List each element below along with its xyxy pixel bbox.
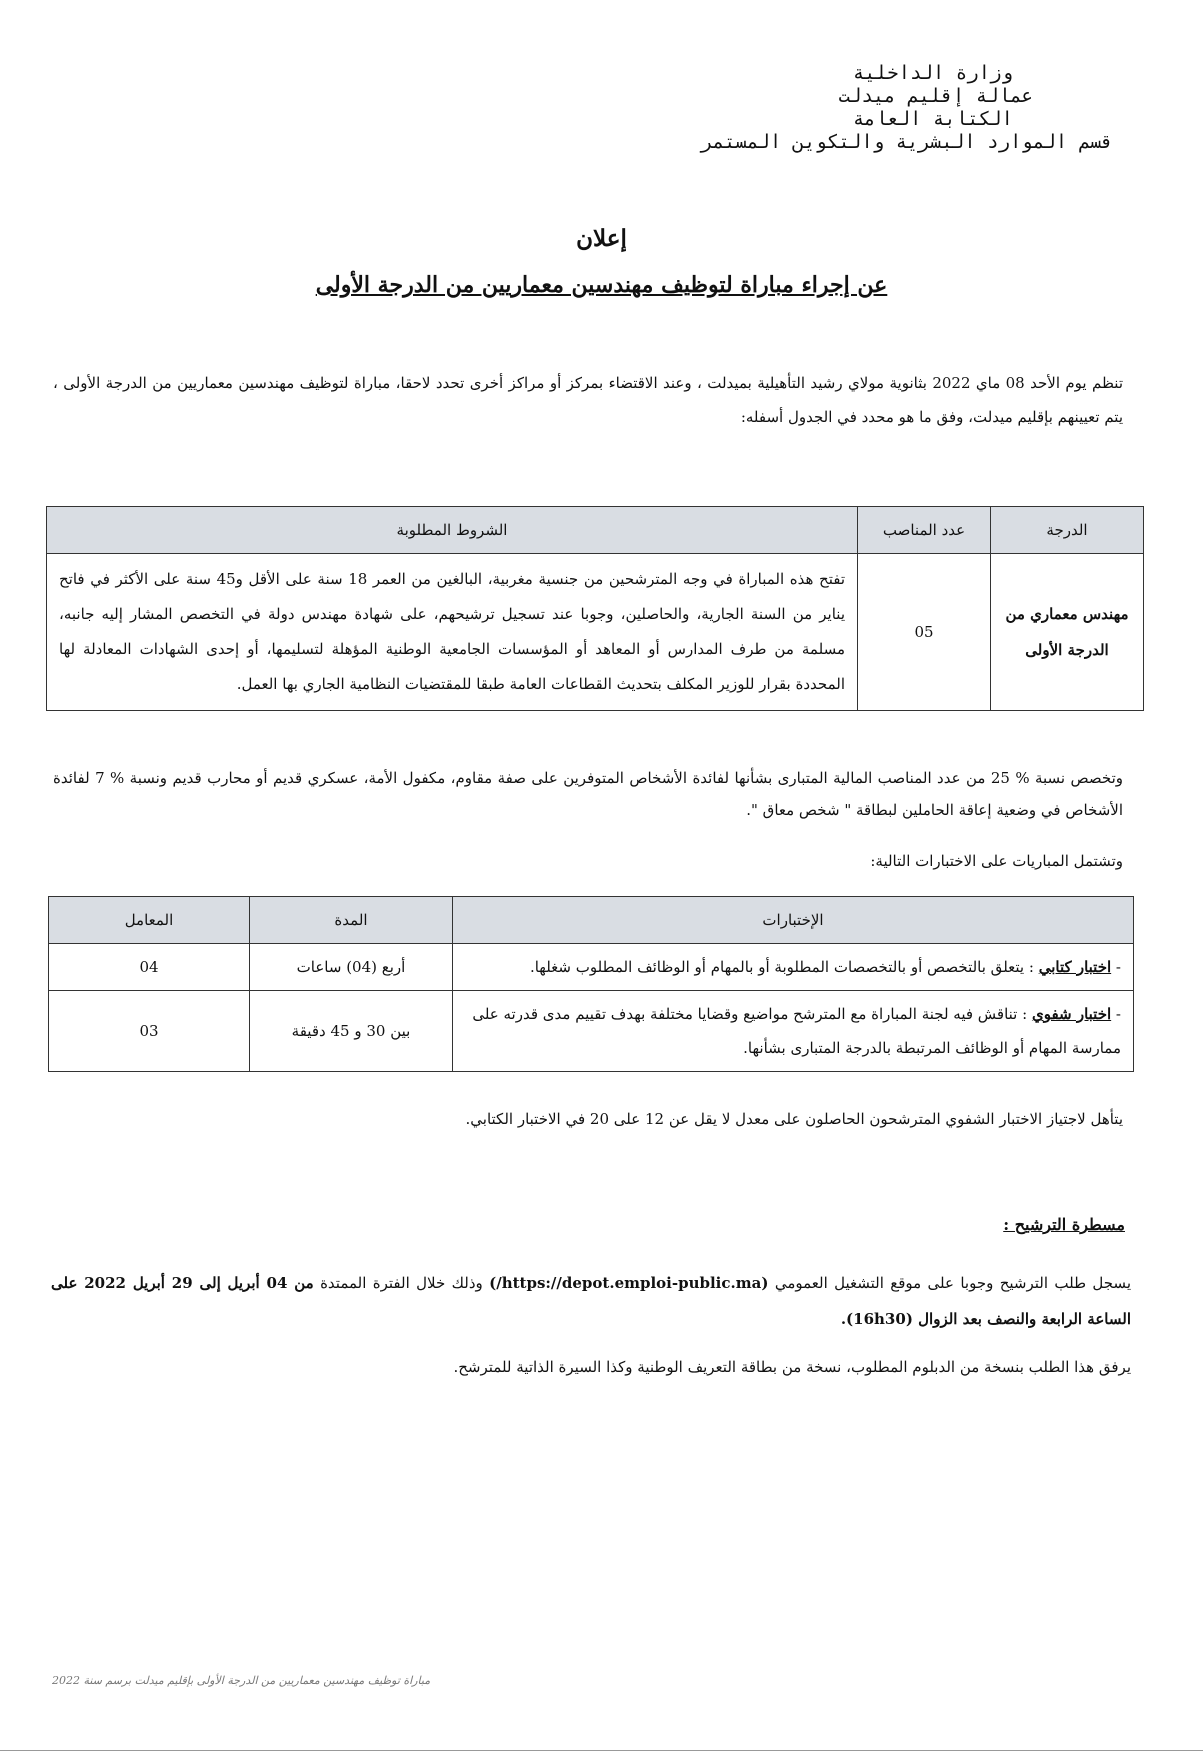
coefficient-cell: 03 — [49, 991, 250, 1072]
application-paragraph — [51, 1265, 1131, 1337]
positions-table — [46, 506, 1144, 711]
duration-cell: بين 30 و 45 دقيقة — [250, 991, 453, 1072]
conditions-cell: تفتح هذه المباراة في وجه المترشحين من جنسية مغربية، البالغين من العمر 18 سنة على الأقل و45 سنة على الأكثر في فاتح يناير من السنة الجارية، والحاصلين، وجوبا عند تسجيل ترشيحهم، على شهادة مهندس دولة في التخصص المشار إليه جانبه، مسلمة من طرف المدارس أو المعاهد أو المؤسسات الجامعية الوطنية المؤهلة لتسليمها، أو إحدى الشهادات المعادلة لها المحددة بقرار للوزير المكلف بتحديث القطاعات العامة طبقا للمقتضيات النظامية الجاري بها العمل. — [47, 554, 858, 711]
secretariat-name: الكتابة العامة — [852, 108, 1013, 130]
tests-header-row — [49, 897, 1134, 944]
table-row — [47, 554, 1144, 711]
test-label: اختبار شفوي — [1031, 1005, 1112, 1023]
application-period: من 04 أبريل إلى 29 أبريل 2022 على الساعة الرابعة والنصف بعد الزوال (16h30). — [51, 1274, 1131, 1328]
department-name: قسم الموارد البشرية والتكوين المستمر — [701, 131, 1113, 153]
page-footer: مباراة توظيف مهندسين معماريين من الدرجة الأولى بإقليم ميدلت برسم سنة 2022 — [52, 1674, 431, 1687]
test-description: : تناقش فيه لجنة المباراة مع المترشح مواضيع وقضايا مختلفة بهدف تقييم مدى قدرته على ممارسة المهام أو الوظائف المرتبطة بالدرجة المتبارى بشأنها. — [472, 1005, 1121, 1057]
scan-edge-divider — [0, 1750, 1203, 1751]
tests-intro: وتشتمل المباريات على الاختبارات التالية: — [870, 852, 1123, 870]
test-description: : يتعلق بالتخصص أو بالتخصصات المطلوبة أو بالمهام أو الوظائف المطلوب شغلها. — [529, 958, 1034, 976]
grade-cell: مهندس معماري من الدرجة الأولى — [991, 554, 1144, 711]
test-label: اختبار كتابي — [1038, 958, 1112, 976]
issuer-header — [701, 62, 1113, 154]
quota-paragraph: وتخصص نسبة % 25 من عدد المناصب المالية المتبارى بشأنها لفائدة الأشخاص المتوفرين على صفة مقاوم، مكفول الأمة، عسكري قديم أو محارب قديم ونسبة % 7 لفائدة الأشخاص في وضعية إعاقة الحاملين لبطاقة " شخص معاق ". — [53, 769, 1124, 819]
application-url: (https://depot.emploi-public.ma/) — [489, 1274, 769, 1292]
intro-paragraph: تنظم يوم الأحد 08 ماي 2022 بثانوية مولاي رشيد التأهيلية بميدلت ، وعند الاقتضاء بمركز أو مراكز أخرى تحدد لاحقا، مباراة لتوظيف مهندسين معماريين من الدرجة الأولى ، يتم تعيينهم بإقليم ميدلت، وفق ما هو محدد في الجدول أسفله: — [53, 374, 1123, 426]
header-duration: المدة — [250, 897, 453, 944]
header-coefficient: المعامل — [49, 897, 250, 944]
ministry-name: وزارة الداخلية — [852, 62, 1013, 84]
province-name: عمالة إقليم ميدلت — [838, 85, 1033, 107]
application-text: يسجل طلب الترشيح وجوبا على موقع التشغيل العمومي — [774, 1274, 1131, 1292]
header-test: الإختبارات — [453, 897, 1134, 944]
count-cell: 05 — [858, 554, 991, 711]
table-row — [49, 944, 1134, 991]
header-count: عدد المناصب — [858, 507, 991, 554]
page-title: إعلان — [576, 225, 627, 252]
application-section-title: مسطرة الترشيح : — [1003, 1215, 1125, 1234]
table-row — [49, 991, 1134, 1072]
duration-cell: أربع (04) ساعات — [250, 944, 453, 991]
test-cell: - اختبار كتابي : يتعلق بالتخصص أو بالتخصصات المطلوبة أو بالمهام أو الوظائف المطلوب شغلها. — [453, 944, 1134, 991]
header-conditions: الشروط المطلوبة — [47, 507, 858, 554]
header-grade: الدرجة — [991, 507, 1144, 554]
oral-qualification-paragraph: يتأهل لاجتياز الاختبار الشفوي المترشحون الحاصلون على معدل لا يقل عن 12 على 20 في الاختبار الكتابي. — [465, 1110, 1123, 1128]
tests-table — [48, 896, 1134, 1072]
attachments-paragraph: يرفق هذا الطلب بنسخة من الدبلوم المطلوب، نسخة من بطاقة التعريف الوطنية وكذا السيرة الذاتية للمترشح. — [453, 1358, 1131, 1376]
positions-header-row — [47, 507, 1144, 554]
application-text-b: وذلك خلال الفترة الممتدة — [320, 1274, 483, 1292]
test-cell: - اختبار شفوي : تناقش فيه لجنة المباراة مع المترشح مواضيع وقضايا مختلفة بهدف تقييم مدى قدرته على ممارسة المهام أو الوظائف المرتبطة بالدرجة المتبارى بشأنها. — [453, 991, 1134, 1072]
page-subtitle: عن إجراء مباراة لتوظيف مهندسين معماريين من الدرجة الأولى — [315, 272, 888, 298]
coefficient-cell: 04 — [49, 944, 250, 991]
